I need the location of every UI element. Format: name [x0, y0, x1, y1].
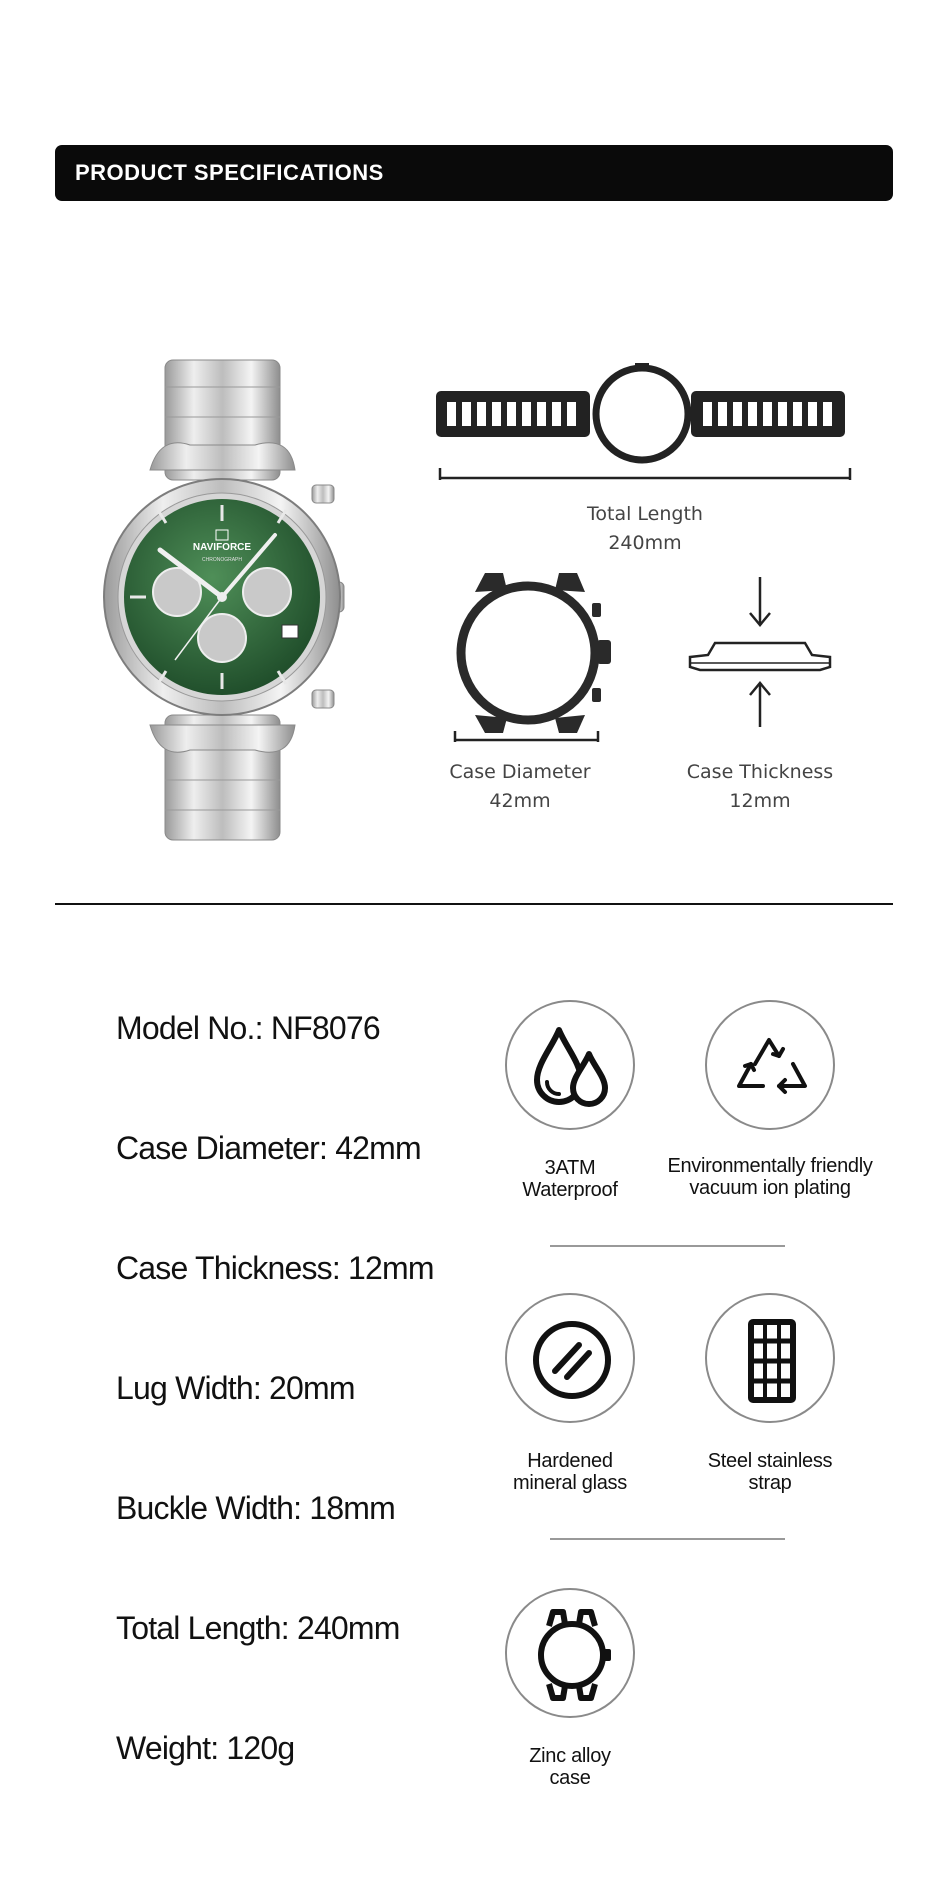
watch-case-icon	[507, 1590, 637, 1720]
case-diameter-diagram	[445, 570, 615, 745]
case-diameter-label: Case Diameter	[449, 761, 591, 783]
spec-case-thickness: Case Thickness: 12mm	[116, 1250, 434, 1286]
header-banner	[55, 145, 893, 201]
watch-sub-text: CHRONOGRAPH	[201, 557, 243, 563]
feature-waterproof-line1: 3ATM	[544, 1157, 596, 1179]
spec-case-diameter: Case Diameter: 42mm	[116, 1130, 421, 1166]
case-thickness-value: 12mm	[729, 790, 791, 812]
feature-waterproof-line2: Waterproof	[522, 1179, 618, 1201]
feature-divider	[550, 1245, 785, 1247]
feature-waterproof-badge	[505, 1000, 635, 1130]
total-length-label: Total Length	[587, 503, 703, 525]
feature-glass-badge	[505, 1293, 635, 1423]
feature-glass-label	[470, 1450, 670, 1494]
total-length-value: 240mm	[608, 532, 682, 554]
feature-case-line2: case	[549, 1767, 591, 1789]
spec-model-no: Model No.: NF8076	[116, 1010, 380, 1046]
case-diameter-value: 42mm	[489, 790, 551, 812]
feature-eco-line1: Environmentally friendly	[667, 1155, 873, 1177]
case-thickness-label: Case Thickness	[686, 761, 834, 783]
spec-weight: Weight: 120g	[116, 1730, 295, 1766]
strap-icon	[707, 1295, 837, 1425]
feature-strap-line1: Steel stainless	[707, 1450, 833, 1472]
recycle-icon	[707, 1002, 837, 1132]
watch-brand-text: NAVIFORCE	[192, 542, 252, 553]
feature-strap-badge	[705, 1293, 835, 1423]
feature-eco-label	[640, 1155, 900, 1199]
case-thickness-caption	[660, 758, 860, 816]
feature-case-label	[470, 1745, 670, 1789]
spec-lug-width: Lug Width: 20mm	[116, 1370, 355, 1406]
case-thickness-diagram	[680, 575, 840, 730]
spec-total-length: Total Length: 240mm	[116, 1610, 400, 1646]
feature-strap-label	[670, 1450, 870, 1494]
feature-eco-line2: vacuum ion plating	[689, 1177, 851, 1199]
feature-glass-line2: mineral glass	[513, 1472, 627, 1494]
feature-glass-line1: Hardened	[527, 1450, 613, 1472]
feature-case-badge	[505, 1588, 635, 1718]
feature-eco-badge	[705, 1000, 835, 1130]
case-diameter-caption	[420, 758, 620, 816]
page-title: PRODUCT SPECIFICATIONS	[75, 160, 384, 185]
total-length-caption	[545, 500, 745, 558]
section-divider	[55, 903, 893, 905]
water-drops-icon	[507, 1002, 637, 1132]
feature-strap-line2: strap	[748, 1472, 792, 1494]
feature-divider-2	[550, 1538, 785, 1540]
watch-product-image	[90, 355, 360, 845]
spec-buckle-width: Buckle Width: 18mm	[116, 1490, 396, 1526]
total-length-diagram	[435, 360, 855, 490]
feature-case-line1: Zinc alloy	[529, 1745, 611, 1767]
glass-icon	[507, 1295, 637, 1425]
